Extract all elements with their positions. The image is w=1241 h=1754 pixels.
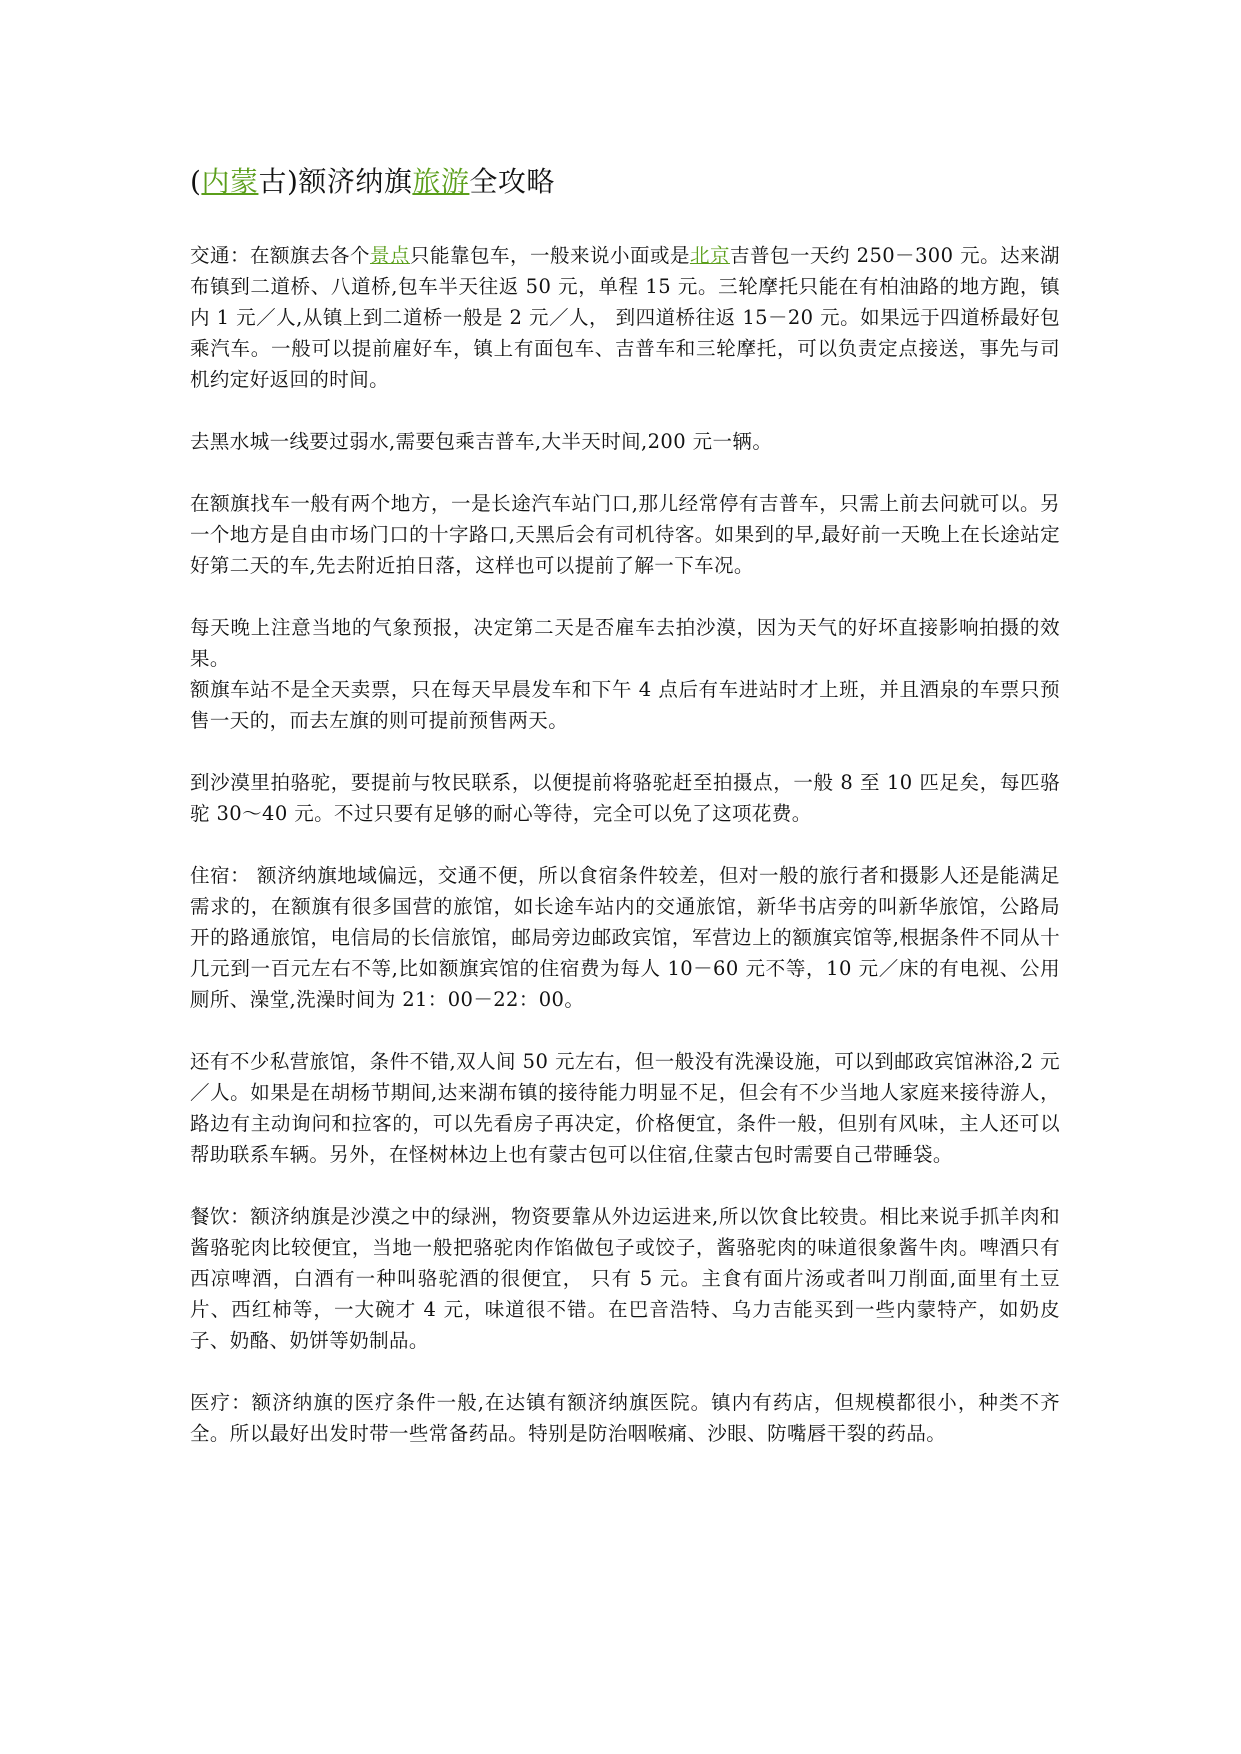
lodging-paragraph: 住宿： 额济纳旗地域偏远，交通不便，所以食宿条件较差，但对一般的旅行者和摄影人还是能满足需求的，在额旗有很多国营的旅馆，如长途车站内的交通旅馆，新华书店旁的叫新华旅馆，公路局开的路通旅馆，电信局的长信旅馆，邮局旁边邮政宾馆，军营边上的额旗宾馆等,根据条件不同从十几元到一百元左右不等,比如额旗宾馆的住宿费为每人 10－60 元不等，10 元／床的有电视、公用厕所、澡堂,洗澡时间为 21：00－22：00。 [190,864,1060,1011]
private-lodging-paragraph: 还有不少私营旅馆，条件不错,双人间 50 元左右，但一般没有洗澡设施，可以到邮政宾馆淋浴,2 元／人。如果是在胡杨节期间,达来湖布镇的接待能力明显不足，但会有不少当地人家庭来接待游人，路边有主动询问和拉客的，可以先看房子再决定，价格便宜，条件一般，但别有风味，主人还可以帮助联系车辆。另外，在怪树林边上也有蒙古包可以住宿,住蒙古包时需要自己带睡袋。 [190,1050,1060,1166]
camel-paragraph: 到沙漠里拍骆驼，要提前与牧民联系，以便提前将骆驼赶至拍摄点，一般 8 至 10 匹足矣，每匹骆驼 30～40 元。不过只要有足够的耐心等待，完全可以免了这项花费。 [190,771,1060,825]
inner-mongolia-link[interactable]: 内蒙 [201,165,259,198]
find-car-paragraph: 在额旗找车一般有两个地方，一是长途汽车站门口,那儿经常停有吉普车，只需上前去问就可以。另一个地方是自由市场门口的十字路口,天黑后会有司机待客。如果到的早,最好前一天晚上在长途站定好第二天的车,先去附近拍日落，这样也可以提前了解一下车况。 [190,492,1060,577]
transport-text-1: 交通：在额旗去各个 [190,244,370,267]
transport-text-2: 只能靠包车，一般来说小面或是 [409,244,690,267]
food-paragraph: 餐饮：额济纳旗是沙漠之中的绿洲，物资要靠从外边运进来,所以饮食比较贵。相比来说手抓羊肉和酱骆驼肉比较便宜，当地一般把骆驼肉作馅做包子或饺子，酱骆驼肉的味道很象酱牛肉。啤酒只有西凉啤酒，白酒有一种叫骆驼酒的很便宜， 只有 5 元。主食有面片汤或者叫刀削面,面里有土豆片、西红柿等，一大碗才 4 元，味道很不错。在巴音浩特、乌力吉能买到一些内蒙特产，如奶皮子、奶酪、奶饼等奶制品。 [190,1205,1060,1352]
transport-paragraph [190,240,1060,395]
transport-text-3: 吉普包一天约 250－300 元。达来湖布镇到二道桥、八道桥,包车半天往返 50 元，单程 15 元。三轮摩托只能在有柏油路的地方跑，镇内 1 元／人,从镇上到二道桥一般是 2 元／人， 到四道桥往返 15－20 元。如果远于四道桥最好包乘汽车。一般可以提前雇好车，镇上有面包车、吉普车和三轮摩托，可以负责定点接送，事先与司机约定好返回的时间。 [190,244,1060,391]
title-prefix: ( [190,165,202,198]
weather-paragraph: 每天晚上注意当地的气象预报，决定第二天是否雇车去拍沙漠，因为天气的好坏直接影响拍摄的效果。 [190,616,1060,670]
station-paragraph: 额旗车站不是全天卖票，只在每天早晨发车和下午 4 点后有车进站时才上班，并且酒泉的车票只预售一天的，而去左旗的则可提前预售两天。 [190,678,1060,732]
title-middle: 古)额济纳旗 [258,165,413,198]
travel-link[interactable]: 旅游 [412,165,470,198]
beijing-link[interactable]: 北京 [689,244,730,267]
page-title [190,160,1060,204]
medical-paragraph: 医疗：额济纳旗的医疗条件一般,在达镇有额济纳旗医院。镇内有药店，但规模都很小，种类不齐全。所以最好出发时带一些常备药品。特别是防治咽喉痛、沙眼、防嘴唇干裂的药品。 [190,1391,1060,1445]
document-page [190,160,1060,1480]
scenic-spots-link[interactable]: 景点 [369,244,410,267]
heishui-paragraph: 去黑水城一线要过弱水,需要包乘吉普车,大半天时间,200 元一辆。 [190,430,773,453]
title-suffix: 全攻略 [469,165,555,198]
